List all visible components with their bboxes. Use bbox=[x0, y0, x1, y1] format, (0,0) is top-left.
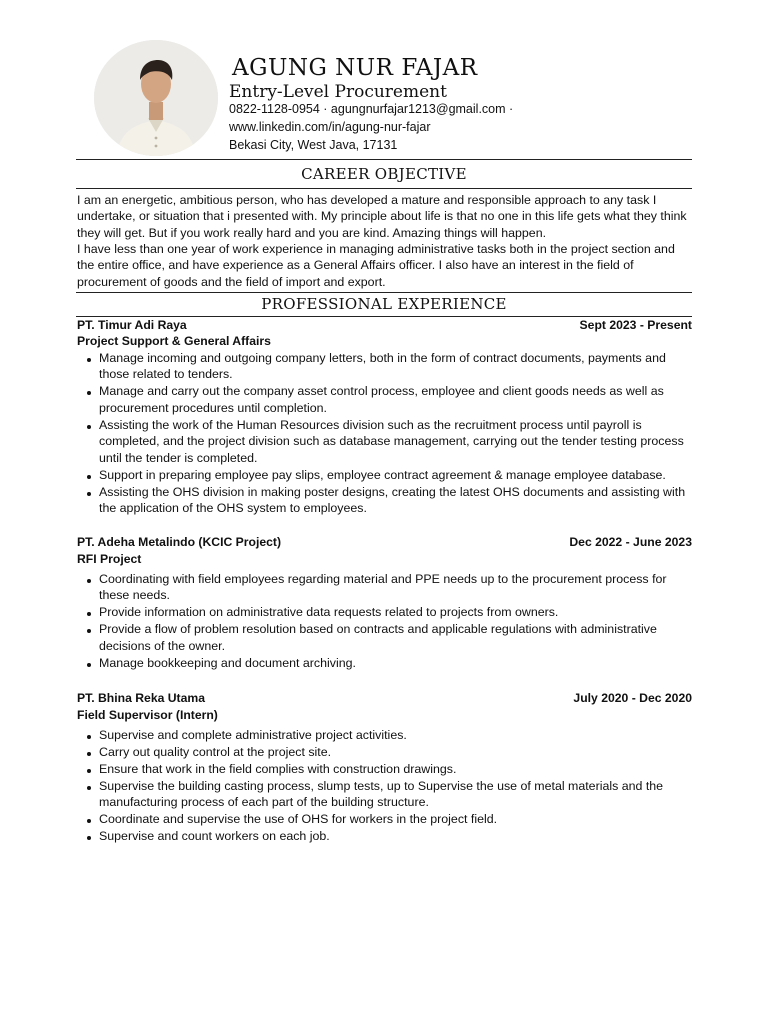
contact-linkedin: www.linkedin.com/in/agung-nur-fajar bbox=[229, 120, 431, 134]
job-dates: Dec 2022 - June 2023 bbox=[569, 535, 692, 549]
job-role: Field Supervisor (Intern) bbox=[77, 708, 218, 722]
job-role: RFI Project bbox=[77, 552, 142, 566]
job-header bbox=[77, 535, 692, 551]
list-item: Provide information on administrative data requests related to projects from owners. bbox=[77, 604, 693, 620]
list-item: Support in preparing employee pay slips, employee contract agreement & manage employee database. bbox=[77, 467, 693, 483]
company-name: PT. Adeha Metalindo (KCIC Project) bbox=[77, 535, 282, 549]
candidate-name: AGUNG NUR FAJAR bbox=[232, 55, 478, 81]
list-item: Supervise and complete administrative project activities. bbox=[77, 727, 693, 743]
job-dates: Sept 2023 - Present bbox=[579, 318, 692, 332]
objective-paragraph: I am an energetic, ambitious person, who has developed a mature and responsible approach to any task I undertake, or situation that i presented with. My principle about life is that no one in this life gets what they think they will get. But if you work really hard and you are kind. Amazing things will happen. bbox=[77, 193, 687, 240]
list-item: Coordinate and supervise the use of OHS for workers in the project field. bbox=[77, 811, 693, 827]
divider bbox=[76, 292, 692, 293]
list-item: Manage bookkeeping and document archiving. bbox=[77, 655, 693, 671]
list-item: Assisting the OHS division in making poster designs, creating the latest OHS documents and assisting with the application of the OHS system to employees. bbox=[77, 484, 693, 517]
list-item: Carry out quality control at the project site. bbox=[77, 744, 693, 760]
job-dates: July 2020 - Dec 2020 bbox=[573, 691, 692, 705]
list-item: Manage incoming and outgoing company letters, both in the form of contract documents, payments and those related to tenders. bbox=[77, 350, 693, 383]
list-item: Ensure that work in the field complies with construction drawings. bbox=[77, 761, 693, 777]
job-bullets bbox=[77, 571, 693, 672]
person-portrait-icon bbox=[94, 40, 218, 156]
divider bbox=[76, 188, 692, 189]
job-header bbox=[77, 691, 692, 707]
list-item: Assisting the work of the Human Resources division such as the recruitment process until payroll is completed, and the project division such as database management, carrying out the tender testing process until the tender is completed. bbox=[77, 417, 693, 466]
list-item: Supervise and count workers on each job. bbox=[77, 828, 693, 844]
contact-address: Bekasi City, West Java, 17131 bbox=[229, 138, 398, 152]
list-item: Provide a flow of problem resolution based on contracts and applicable regulations with administrative decisions of the owner. bbox=[77, 621, 693, 654]
contact-phone-email: 0822-1128-0954 · agungnurfajar1213@gmail.com · bbox=[229, 102, 514, 116]
list-item: Manage and carry out the company asset control process, employee and client goods needs as well as procurement procedures until completion. bbox=[77, 383, 693, 416]
company-name: PT. Timur Adi Raya bbox=[77, 318, 187, 332]
divider bbox=[76, 316, 692, 317]
job-role: Project Support & General Affairs bbox=[77, 334, 271, 348]
section-title-objective: CAREER OBJECTIVE bbox=[301, 165, 467, 183]
objective-paragraph: I have less than one year of work experience in managing administrative tasks both in the project section and the entire office, and have experience as a General Affairs officer. I also have an interest in the field of procurement of goods and the field of import and export. bbox=[77, 242, 675, 289]
candidate-headline: Entry-Level Procurement bbox=[229, 82, 447, 102]
profile-photo bbox=[94, 40, 218, 156]
job-header bbox=[77, 318, 692, 334]
list-item: Supervise the building casting process, slump tests, up to Supervise the use of metal materials and the manufacturing process of each part of the building structure. bbox=[77, 778, 693, 811]
job-bullets bbox=[77, 727, 693, 845]
section-title-experience: PROFESSIONAL EXPERIENCE bbox=[261, 295, 507, 313]
divider bbox=[76, 159, 692, 160]
company-name: PT. Bhina Reka Utama bbox=[77, 691, 206, 705]
list-item: Coordinating with field employees regarding material and PPE needs up to the procurement process for these needs. bbox=[77, 571, 693, 604]
job-bullets bbox=[77, 350, 693, 517]
